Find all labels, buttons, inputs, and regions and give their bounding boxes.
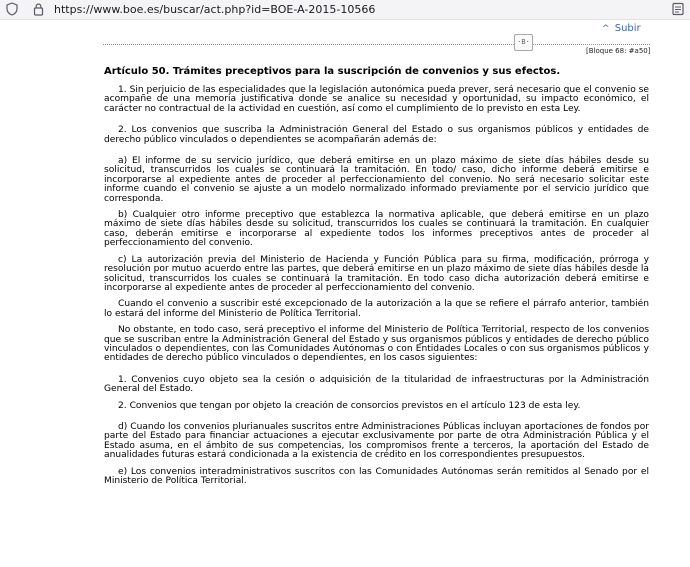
article-paragraph: b) Cualquier otro informe preceptivo que establezca la normativa aplicable, que deberá emitirse en un plazo máximo de siete días hábiles desde su solicitud, transcurridos los cuales se continuará la tramitación. En cualquier caso, deberán emitirse e incorporarse al expediente todos los informes preceptivos antes de proceder al perfeccionamiento del convenio.: [104, 210, 649, 249]
article-paragraph: Cuando el convenio a suscribir esté excepcionado de la autorización a la que se refiere el párrafo anterior, también lo estará del informe del Ministerio de Política Territorial.: [104, 299, 649, 319]
article-paragraph: a) El informe de su servicio jurídico, que deberá emitirse en un plazo máximo de siete días hábiles desde su solicitud, transcurridos los cuales se continuará la tramitación. En todo/ caso, dicho informe deberá emitirse e incorporarse al expediente antes de proceder al perfeccionamiento del convenio. No será necesario solicitar este informe cuando el convenio se ajuste a un modelo normalizado informado previamente por el servicio jurídico que corresponda.: [104, 156, 649, 204]
article-paragraph: 1. Sin perjuicio de las especialidades que la legislación autonómica pueda prever, será necesario que el convenio se acompañe de una memoria justificativa donde se analice su necesidad y oportunidad, su impacto económico, el carácter no contractual de la actividad en cuestión, así como el cumplimiento de lo previsto en esta Ley.: [104, 85, 649, 114]
lock-icon[interactable]: [33, 2, 44, 16]
article-content: [104, 66, 649, 493]
article-paragraph: e) Los convenios interadministrativos suscritos con las Comunidades Autónomas serán remitidos al Senado por el Ministerio de Política Territorial.: [104, 466, 649, 486]
reader-view-icon[interactable]: [672, 2, 684, 16]
section-divider: [103, 44, 650, 45]
article-paragraph: No obstante, en todo caso, será preceptivo el informe del Ministerio de Política Territorial, respecto de los convenios que se suscriban entre la Administración General del Estado y sus organismos públicos y entidades de derecho público vinculados o dependientes, con las Comunidades Autónomas o con Entidades Locales o con sus organismos públicos y entidades de derecho público vinculados o dependientes, en los casos siguientes:: [104, 325, 649, 364]
article-paragraph: 2. Los convenios que suscriba la Administración General del Estado o sus organismos públicos y entidades de derecho público vinculados o dependientes se acompañarán además de:: [104, 125, 649, 145]
article-paragraph: 2. Convenios que tengan por objeto la creación de consorcios previstos en el artículo 123 de esta ley.: [118, 400, 581, 411]
browser-address-bar: [0, 0, 690, 20]
document-icon[interactable]: ·B·: [514, 34, 533, 51]
chevron-up-icon: ^: [602, 24, 610, 34]
shield-icon[interactable]: [6, 2, 18, 16]
scroll-up-link[interactable]: [602, 23, 641, 34]
url-field[interactable]: https://www.boe.es/buscar/act.php?id=BOE-A-2015-10566: [54, 3, 376, 16]
block-reference: [Bloque 68: #a50]: [586, 47, 651, 55]
article-paragraph: c) La autorización previa del Ministerio de Hacienda y Función Pública para su firma, modificación, prórroga y resolución por mutuo acuerdo entre las partes, que deberá emitirse en un plazo máximo de siete días hábiles desde la solicitud, transcurridos los cuales se continuará la tramitación. En todo caso dicha autorización deberá emitirse e incorporarse al expediente antes de proceder al perfeccionamiento del convenio.: [104, 254, 649, 293]
article-heading: Artículo 50. Trámites preceptivos para la suscripción de convenios y sus efectos.: [104, 66, 561, 77]
scroll-up-label: Subir: [614, 23, 641, 34]
article-paragraph: d) Cuando los convenios plurianuales suscritos entre Administraciones Públicas incluyan aportaciones de fondos por parte del Estado para financiar actuaciones a ejecutar exclusivamente por parte de otra Administración Pública y el Estado asuma, en el ámbito de sus competencias, los compromisos frente a terceros, la aportación del Estado de anualidades futuras estará condicionada a la existencia de crédito en los correspondientes presupuestos.: [104, 421, 649, 461]
article-paragraph: 1. Convenios cuyo objeto sea la cesión o adquisición de la titularidad de infraestructuras por la Administración General del Estado.: [104, 374, 649, 395]
